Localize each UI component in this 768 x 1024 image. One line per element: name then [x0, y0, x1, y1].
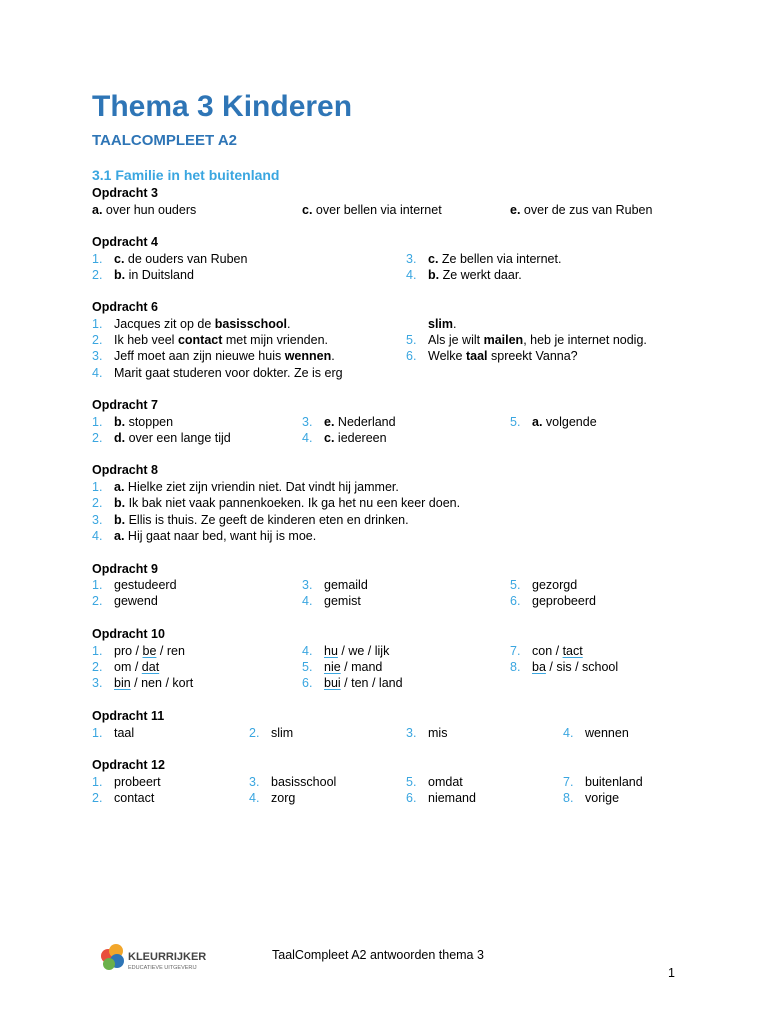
answer-item: 3. b. Ellis is thuis. Ze geeft de kinderen eten en drinken.: [92, 513, 409, 527]
syllable-item: 3. bin / nen / kort: [92, 676, 194, 690]
section-heading: 3.1 Familie in het buitenland: [92, 167, 280, 183]
answer-item: 2. Ik heb veel contact met mijn vrienden.: [92, 333, 328, 347]
opdracht-10-heading: Opdracht 10: [92, 627, 165, 641]
syllable-item: 1. pro / be / ren: [92, 644, 185, 658]
answer-item: 3. gemaild: [302, 578, 368, 592]
answer-item: 2. contact: [92, 791, 155, 805]
answer-item: 1. probeert: [92, 775, 161, 789]
opdracht-10-row: [0, 676, 768, 693]
opdracht-8-row: [0, 480, 768, 497]
opdracht-3-heading: Opdracht 3: [92, 186, 158, 200]
opdracht-12-row: [0, 775, 768, 792]
page-number: 1: [668, 966, 675, 980]
answer-item: 3. mis: [406, 726, 448, 740]
opdracht-3-row: [0, 203, 768, 220]
footer-text: TaalCompleet A2 antwoorden thema 3: [272, 948, 484, 962]
answer-item: a. over hun ouders: [92, 203, 197, 217]
answer-item: 5. gezorgd: [510, 578, 578, 592]
opdracht-4-row: [0, 252, 768, 269]
answer-item: 2. slim: [249, 726, 294, 740]
answer-item: 4. b. Ze werkt daar.: [406, 268, 522, 282]
opdracht-7-row: [0, 415, 768, 432]
opdracht-8-row: [0, 529, 768, 546]
opdracht-6-row: [0, 349, 768, 366]
answer-item: 3. e. Nederland: [302, 415, 396, 429]
answer-item: 7. buitenland: [563, 775, 643, 789]
answer-item: 1. a. Hielke ziet zijn vriendin niet. Dat vindt hij jammer.: [92, 480, 399, 494]
opdracht-10-row: [0, 644, 768, 661]
opdracht-6-row: [0, 333, 768, 350]
opdracht-6-row: [0, 366, 768, 383]
opdracht-9-heading: Opdracht 9: [92, 562, 158, 576]
opdracht-6-row: [0, 317, 768, 334]
answer-item: 5. a. volgende: [510, 415, 597, 429]
logo-name: KLEURRIJKER: [128, 951, 207, 963]
answer-item-continuation: slim.: [428, 317, 457, 331]
answer-item: 2. d. over een lange tijd: [92, 431, 231, 445]
opdracht-8-row: [0, 496, 768, 513]
opdracht-9-row: [0, 594, 768, 611]
opdracht-7-heading: Opdracht 7: [92, 398, 158, 412]
opdracht-8-heading: Opdracht 8: [92, 463, 158, 477]
answer-item: c. over bellen via internet: [302, 203, 442, 217]
opdracht-8-row: [0, 513, 768, 530]
answer-item: 4. wennen: [563, 726, 629, 740]
answer-item: 6. niemand: [406, 791, 476, 805]
syllable-item: 4. hu / we / lijk: [302, 644, 390, 658]
syllable-item: 7. con / tact: [510, 644, 583, 658]
answer-item: 4. Marit gaat studeren voor dokter. Ze is erg: [92, 366, 343, 380]
syllable-item: 5. nie / mand: [302, 660, 383, 674]
answer-item: 1. b. stoppen: [92, 415, 174, 429]
answer-item: 3. basisschool: [249, 775, 337, 789]
answer-item: 2. b. Ik bak niet vaak pannenkoeken. Ik ga het nu een keer doen.: [92, 496, 461, 510]
syllable-item: 2. om / dat: [92, 660, 160, 674]
answer-item: 4. zorg: [249, 791, 296, 805]
opdracht-10-row: [0, 660, 768, 677]
opdracht-12-heading: Opdracht 12: [92, 758, 165, 772]
answer-item: 6. geprobeerd: [510, 594, 596, 608]
answer-item: 5. omdat: [406, 775, 463, 789]
opdracht-11-heading: Opdracht 11: [92, 709, 165, 723]
answer-item: 4. gemist: [302, 594, 361, 608]
opdracht-11-row: [0, 726, 768, 743]
kleurrijker-logo: [98, 942, 208, 978]
answer-item: 1. Jacques zit op de basisschool.: [92, 317, 291, 331]
answer-item: 8. vorige: [563, 791, 620, 805]
opdracht-4-heading: Opdracht 4: [92, 235, 158, 249]
page-title: Thema 3 Kinderen: [92, 90, 353, 123]
answer-item: 1. gestudeerd: [92, 578, 177, 592]
opdracht-7-row: [0, 431, 768, 448]
answer-item: 2. b. in Duitsland: [92, 268, 194, 282]
answer-item: 6. Welke taal spreekt Vanna?: [406, 349, 578, 363]
answer-item: 4. a. Hij gaat naar bed, want hij is moe.: [92, 529, 317, 543]
opdracht-6-heading: Opdracht 6: [92, 300, 158, 314]
logo-tagline: EDUCATIEVE UITGEVERIJ: [128, 965, 197, 971]
syllable-item: 8. ba / sis / school: [510, 660, 619, 674]
opdracht-4-row: [0, 268, 768, 285]
opdracht-9-row: [0, 578, 768, 595]
answer-item: 3. c. Ze bellen via internet.: [406, 252, 562, 266]
syllable-item: 6. bui / ten / land: [302, 676, 403, 690]
page-subtitle: TAALCOMPLEET A2: [92, 132, 237, 149]
answer-item: 2. gewend: [92, 594, 158, 608]
answer-item: 1. taal: [92, 726, 135, 740]
opdracht-12-row: [0, 791, 768, 808]
answer-item: 1. c. de ouders van Ruben: [92, 252, 248, 266]
answer-item: 4. c. iedereen: [302, 431, 387, 445]
answer-item: 5. Als je wilt mailen, heb je internet nodig.: [406, 333, 647, 347]
answer-item: 3. Jeff moet aan zijn nieuwe huis wennen.: [92, 349, 335, 363]
answer-item: e. over de zus van Ruben: [510, 203, 653, 217]
